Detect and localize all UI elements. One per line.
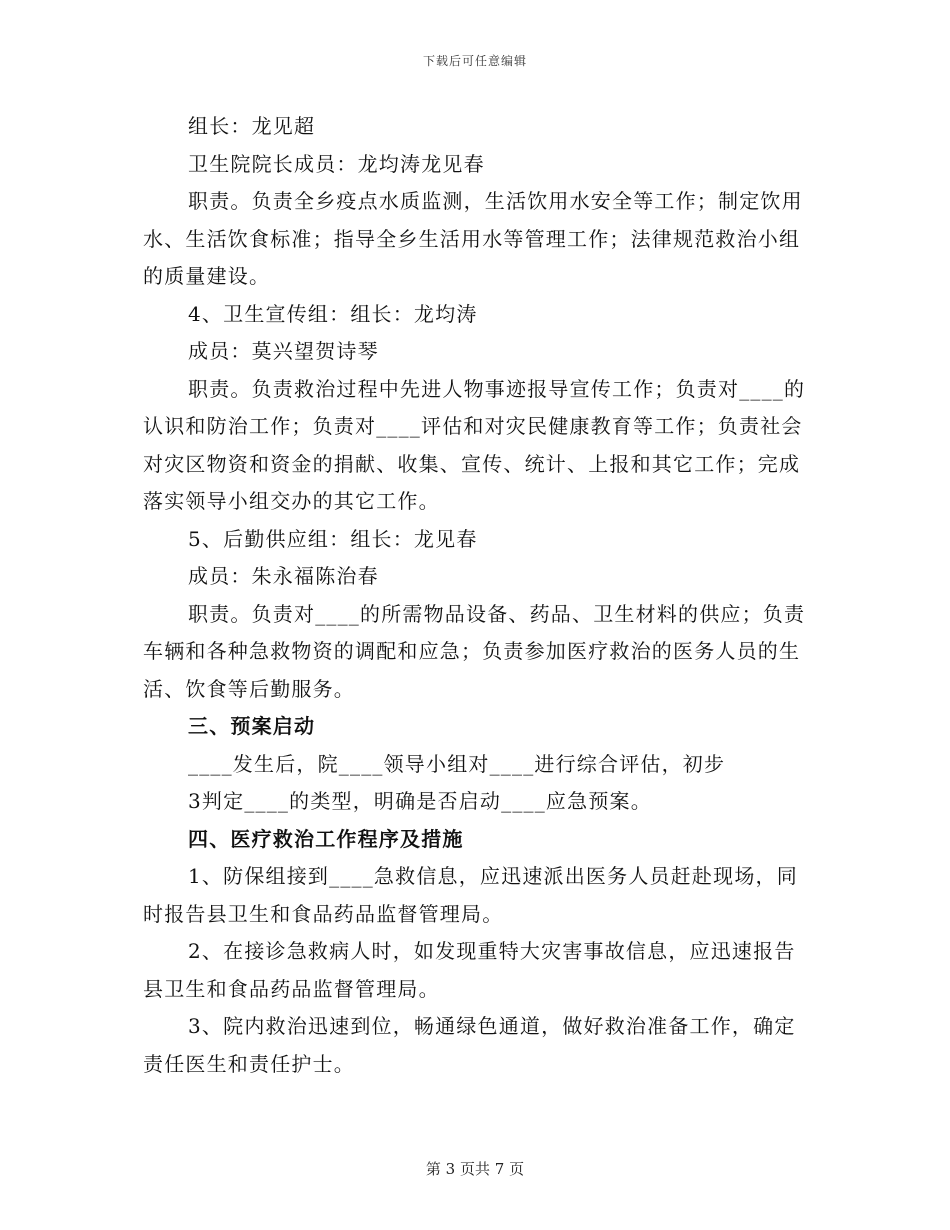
paragraph: 成员：朱永福陈治春 xyxy=(188,564,379,588)
paragraph: 3判定____的类型，明确是否启动____应急预案。 xyxy=(188,789,652,813)
paragraph: 职责。负责全乡疫点水质监测，生活饮用水安全等工作；制定饮用水、生活饮食标准；指导全乡生活用水等管理工作；法律规范救治小组的质量建设。 xyxy=(143,189,803,288)
page-header: 下载后可任意编辑 xyxy=(422,54,527,68)
paragraph: 4、卫生宣传组：组长：龙均涛 xyxy=(188,301,478,326)
paragraph: 成员：莫兴望贺诗琴 xyxy=(188,339,379,363)
paragraph: 1、防保组接到____急救信息，应迅速派出医务人员赶赴现场，同时报告县卫生和食品药品监督管理局。 xyxy=(143,864,798,926)
paragraph: 职责。负责对____的所需物品设备、药品、卫生材料的供应；负责车辆和各种急救物资的调配和应急；负责参加医疗救治的医务人员的生活、饮食等后勤服务。 xyxy=(143,601,806,701)
page-footer: 第 3 页共 7 页 xyxy=(425,1160,525,1178)
document-body xyxy=(143,108,808,1083)
paragraph: 组长：龙见超 xyxy=(188,114,316,138)
paragraph: ____发生后，院____领导小组对____进行综合评估，初步 xyxy=(188,751,726,776)
paragraph: 卫生院院长成员：龙均涛龙见春 xyxy=(188,151,485,176)
paragraph: 职责。负责救治过程中先进人物事迹报导宣传工作；负责对____的认识和防治工作；负责对____评估和对灾民健康教育等工作；负责社会对灾区物资和资金的捐献、收集、宣传、统计、上报和其它工作；完成落实领导小组交办的其它工作。 xyxy=(143,376,806,513)
paragraph: 2、在接诊急救病人时，如发现重特大灾害事故信息，应迅速报告县卫生和食品药品监督管理局。 xyxy=(143,939,796,1001)
paragraph: 3、院内救治迅速到位，畅通绿色通道，做好救治准备工作，确定责任医生和责任护士。 xyxy=(143,1014,796,1076)
paragraph: 5、后勤供应组：组长：龙见春 xyxy=(188,526,478,551)
section-heading: 三、预案启动 xyxy=(188,714,316,738)
section-heading: 四、医疗救治工作程序及措施 xyxy=(188,826,464,851)
